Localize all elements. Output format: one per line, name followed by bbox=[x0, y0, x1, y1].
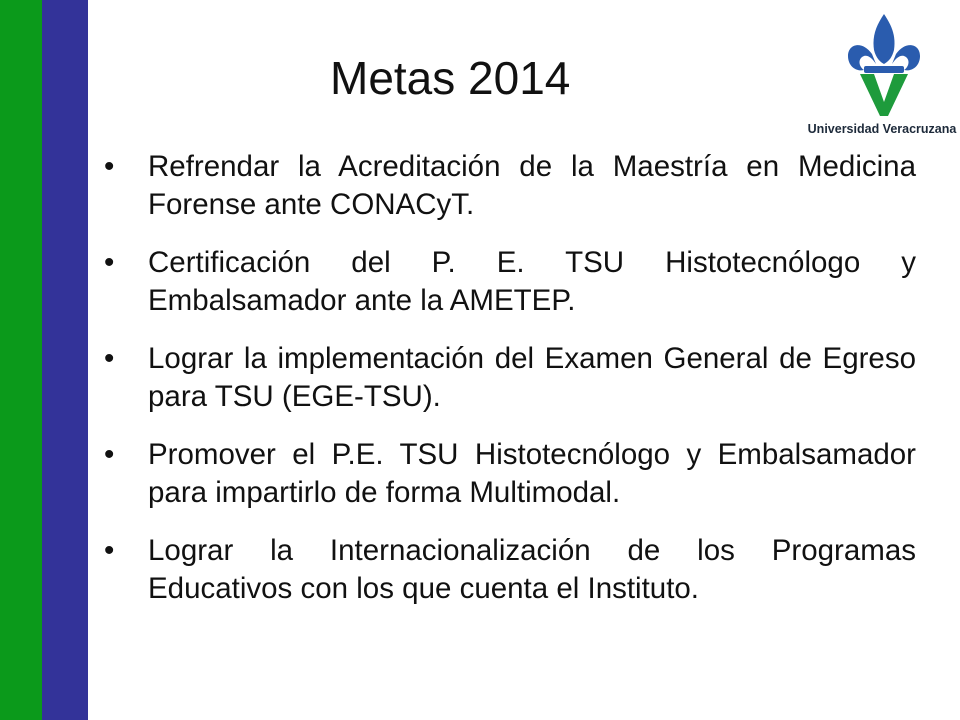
list-item bbox=[100, 532, 916, 608]
list-item-text: Lograr la Internacionalización de los Programas Educativos con los que cuenta el Instituto. bbox=[148, 534, 916, 605]
list-item bbox=[100, 148, 916, 224]
fleur-de-lis-icon bbox=[842, 10, 926, 122]
list-item-text: Promover el P.E. TSU Histotecnólogo y Embalsamador para impartirlo de forma Multimodal. bbox=[148, 438, 916, 509]
list-item-text: Refrendar la Acreditación de la Maestría en Medicina Forense ante CONACyT. bbox=[148, 150, 916, 221]
bullet-marker: • bbox=[104, 438, 115, 471]
university-logo bbox=[806, 8, 958, 140]
university-name: Universidad Veracruzana bbox=[807, 122, 957, 136]
bullet-marker: • bbox=[104, 534, 115, 567]
list-item-text: Certificación del P. E. TSU Histotecnólogo y Embalsamador ante la AMETEP. bbox=[148, 246, 916, 317]
bullet-marker: • bbox=[104, 150, 115, 183]
list-item bbox=[100, 340, 916, 416]
list-item bbox=[100, 244, 916, 320]
left-blue-band bbox=[42, 0, 88, 720]
left-green-band bbox=[0, 0, 42, 720]
slide-title: Metas 2014 bbox=[330, 52, 571, 104]
bullet-marker: • bbox=[104, 342, 115, 375]
goals-list bbox=[100, 148, 916, 628]
list-item-text: Lograr la implementación del Examen General de Egreso para TSU (EGE-TSU). bbox=[148, 342, 916, 413]
bullet-marker: • bbox=[104, 246, 115, 279]
list-item bbox=[100, 436, 916, 512]
